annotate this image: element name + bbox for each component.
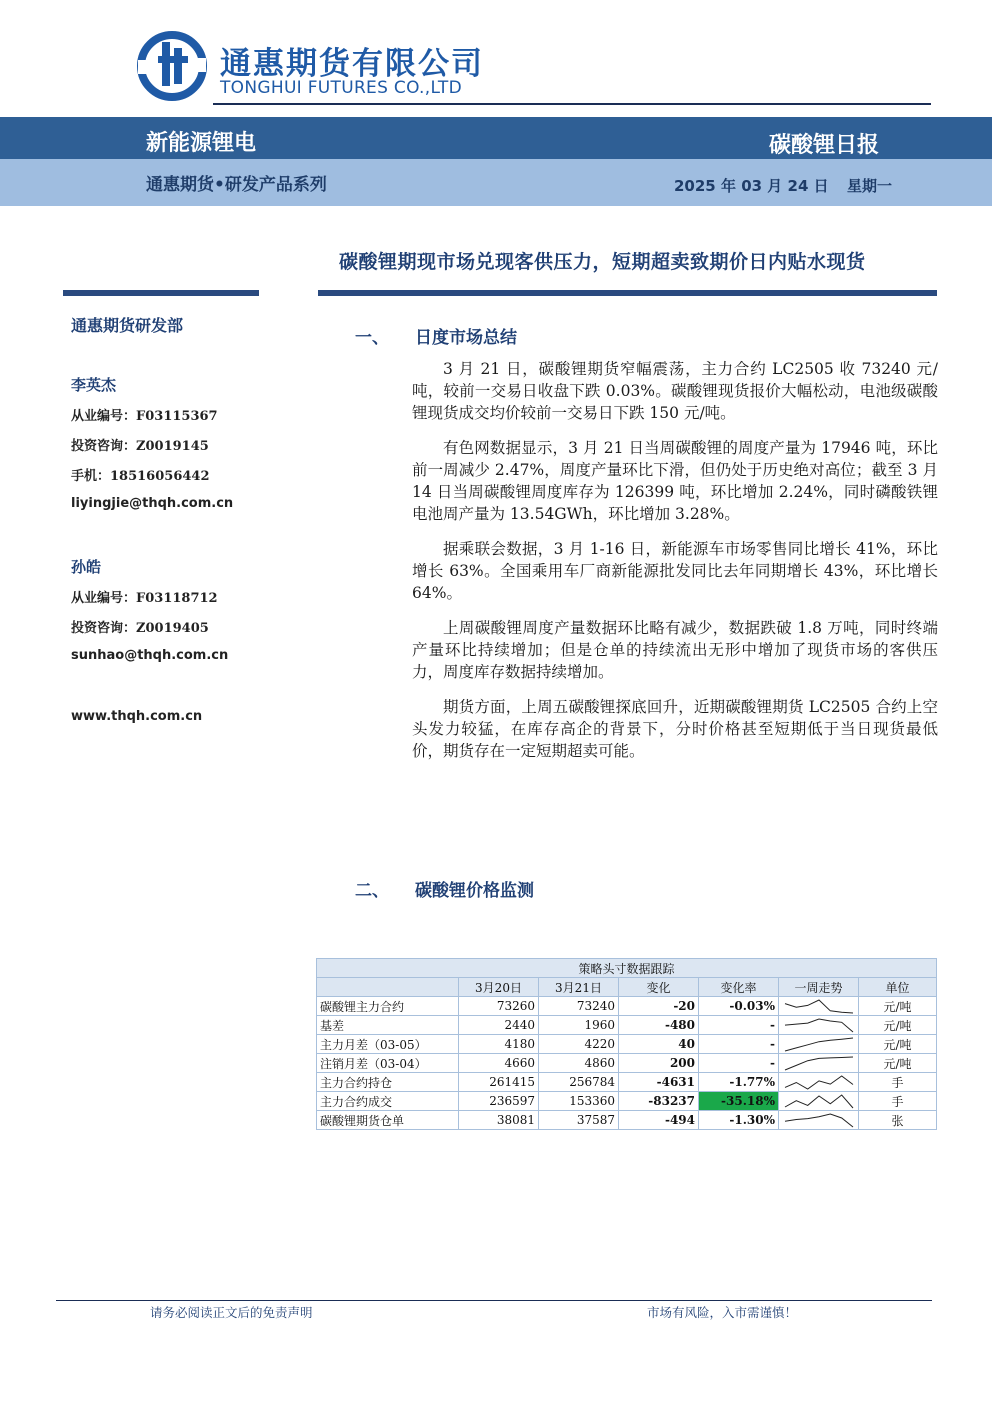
value-mar20: 73260: [459, 997, 539, 1016]
report-type: 碳酸锂日报: [769, 133, 880, 158]
column-header: [317, 978, 459, 997]
sparkline-path: [785, 1000, 853, 1013]
row-label: 碳酸锂期货仓单: [317, 1111, 459, 1130]
paragraph: 上周碳酸锂周度产量数据环比略有减少，数据跌破 1.8 万吨，同时终端产量环比持续增加；但是仓单的持续流出无形中增加了现货市场的客供压力，周度库存数据持续增加。: [412, 619, 938, 681]
section-title: 碳酸锂价格监测: [415, 881, 534, 901]
analyst-consult: 投资咨询：Z0019145: [71, 439, 209, 454]
company-name-cn: 通惠期货有限公司: [220, 46, 484, 82]
change-value: 200: [619, 1054, 699, 1073]
value-mar20: 261415: [459, 1073, 539, 1092]
change-rate: -0.03%: [699, 997, 779, 1016]
value-mar21: 4220: [539, 1035, 619, 1054]
market-summary: [412, 358, 938, 775]
analyst-name: 李英杰: [71, 376, 117, 394]
change-rate: -1.77%: [699, 1073, 779, 1092]
column-header: 3月20日: [459, 978, 539, 997]
sparkline-path: [785, 1038, 853, 1051]
weekly-trend-sparkline: [779, 1054, 859, 1073]
paragraph: 有色网数据显示，3 月 21 日当周碳酸锂的周度产量为 17946 吨，环比前一周减少 2.47%，周度产量环比下滑，但仍处于历史绝对高位；截至 3 月 14 日当周碳酸锂周度库存为 126399 吨，环比增加 2.24%，同时磷酸铁锂电池周产量为 13.54GWh，环比增加 3.28%。: [412, 439, 938, 523]
column-header: 变化: [619, 978, 699, 997]
weekly-trend-sparkline: [779, 1073, 859, 1092]
weekly-trend-sparkline: [779, 1016, 859, 1035]
change-value: 40: [619, 1035, 699, 1054]
company-website-link[interactable]: www.thqh.com.cn: [71, 709, 203, 724]
value-mar21: 153360: [539, 1092, 619, 1111]
unit: 元/吨: [859, 997, 937, 1016]
change-rate: -: [699, 1035, 779, 1054]
table-row: [317, 1092, 937, 1111]
unit: 手: [859, 1073, 937, 1092]
value-mar21: 37587: [539, 1111, 619, 1130]
sparkline-path: [785, 1076, 853, 1089]
value-mar20: 4660: [459, 1054, 539, 1073]
value-mar20: 236597: [459, 1092, 539, 1111]
value-mar21: 256784: [539, 1073, 619, 1092]
column-header: 一周走势: [779, 978, 859, 997]
analyst-email[interactable]: liyingjie@thqh.com.cn: [71, 496, 234, 511]
unit: 元/吨: [859, 1054, 937, 1073]
section-heading: [355, 876, 534, 901]
value-mar21: 73240: [539, 997, 619, 1016]
report-headline: 碳酸锂期现市场兑现客供压力，短期超卖致期价日内贴水现货: [339, 251, 866, 273]
column-header: 3月21日: [539, 978, 619, 997]
table-row: [317, 1035, 937, 1054]
sidebar-rule: [63, 290, 259, 296]
value-mar20: 2440: [459, 1016, 539, 1035]
sidebar-department: 通惠期货研发部: [71, 316, 184, 335]
analyst-name: 孙皓: [71, 558, 102, 576]
section-number: 一、: [355, 328, 389, 348]
value-mar20: 38081: [459, 1111, 539, 1130]
paragraph: 3 月 21 日，碳酸锂期货窄幅震荡，主力合约 LC2505 收 73240 元/吨，较前一交易日收盘下跌 0.03%。碳酸锂现货报价大幅松动，电池级碳酸锂现货成交均价较前一交易日下跌 150 元/吨。: [412, 360, 938, 422]
row-label: 主力月差（03-05）: [317, 1035, 459, 1054]
value-mar21: 1960: [539, 1016, 619, 1035]
paragraph: 据乘联会数据，3 月 1-16 日，新能源车市场零售同比增长 41%，环比增长 63%。全国乘用车厂商新能源批发同比去年同期增长 43%，环比增长 64%。: [412, 540, 938, 602]
table-row: [317, 1054, 937, 1073]
column-header: 变化率: [699, 978, 779, 997]
report-category: 新能源锂电: [146, 131, 257, 156]
table-caption: 策略头寸数据跟踪: [317, 959, 937, 978]
change-value: -83237: [619, 1092, 699, 1111]
header-divider: [213, 103, 931, 105]
unit: 张: [859, 1111, 937, 1130]
change-rate: -: [699, 1016, 779, 1035]
row-label: 碳酸锂主力合约: [317, 997, 459, 1016]
change-rate: -35.18%: [699, 1092, 779, 1111]
table-row: [317, 1016, 937, 1035]
row-label: 主力合约持仓: [317, 1073, 459, 1092]
change-value: -4631: [619, 1073, 699, 1092]
analyst-license: 从业编号：F03115367: [71, 409, 218, 424]
unit: 元/吨: [859, 1016, 937, 1035]
tonghui-logo-icon: [136, 30, 208, 102]
value-mar20: 4180: [459, 1035, 539, 1054]
unit: 元/吨: [859, 1035, 937, 1054]
company-name-en: TONGHUI FUTURES CO.,LTD: [220, 78, 462, 98]
footer-disclaimer: 请务必阅读正文后的免责声明: [150, 1305, 313, 1320]
footer-divider: [56, 1300, 932, 1301]
weekly-trend-sparkline: [779, 1111, 859, 1130]
change-value: -480: [619, 1016, 699, 1035]
analyst-phone: 手机：18516056442: [71, 469, 210, 484]
analyst-email[interactable]: sunhao@thqh.com.cn: [71, 648, 229, 663]
sparkline-path: [785, 1019, 853, 1032]
paragraph: 期货方面，上周五碳酸锂探底回升，近期碳酸锂期货 LC2505 合约上空头发力较猛，在库存高企的背景下，分时价格甚至短期低于当日现货最低价，期货存在一定短期超卖可能。: [412, 698, 938, 760]
analyst-consult: 投资咨询：Z0019405: [71, 621, 209, 636]
change-value: -20: [619, 997, 699, 1016]
content-rule: [318, 290, 937, 296]
sparkline-path: [785, 1114, 853, 1127]
weekly-trend-sparkline: [779, 1092, 859, 1111]
table-row: [317, 1111, 937, 1130]
change-rate: -1.30%: [699, 1111, 779, 1130]
change-value: -494: [619, 1111, 699, 1130]
weekly-trend-sparkline: [779, 997, 859, 1016]
section-heading: [355, 323, 517, 348]
report-series: 通惠期货•研发产品系列: [146, 175, 327, 195]
unit: 手: [859, 1092, 937, 1111]
row-label: 主力合约成交: [317, 1092, 459, 1111]
column-header: 单位: [859, 978, 937, 997]
position-tracking-table: [316, 958, 937, 1130]
table-row: [317, 1073, 937, 1092]
weekly-trend-sparkline: [779, 1035, 859, 1054]
report-weekday: 星期一: [847, 177, 893, 195]
table-row: [317, 997, 937, 1016]
sparkline-path: [785, 1095, 853, 1108]
row-label: 基差: [317, 1016, 459, 1035]
change-rate: -: [699, 1054, 779, 1073]
analyst-license: 从业编号：F03118712: [71, 591, 218, 606]
row-label: 注销月差（03-04）: [317, 1054, 459, 1073]
section-number: 二、: [355, 881, 389, 901]
footer-risk-warning: 市场有风险，入市需谨慎！: [647, 1305, 798, 1320]
value-mar21: 4860: [539, 1054, 619, 1073]
table-body: [317, 997, 937, 1130]
sparkline-path: [785, 1057, 853, 1070]
report-date: 2025 年 03 月 24 日: [674, 177, 829, 195]
section-title: 日度市场总结: [415, 328, 517, 348]
